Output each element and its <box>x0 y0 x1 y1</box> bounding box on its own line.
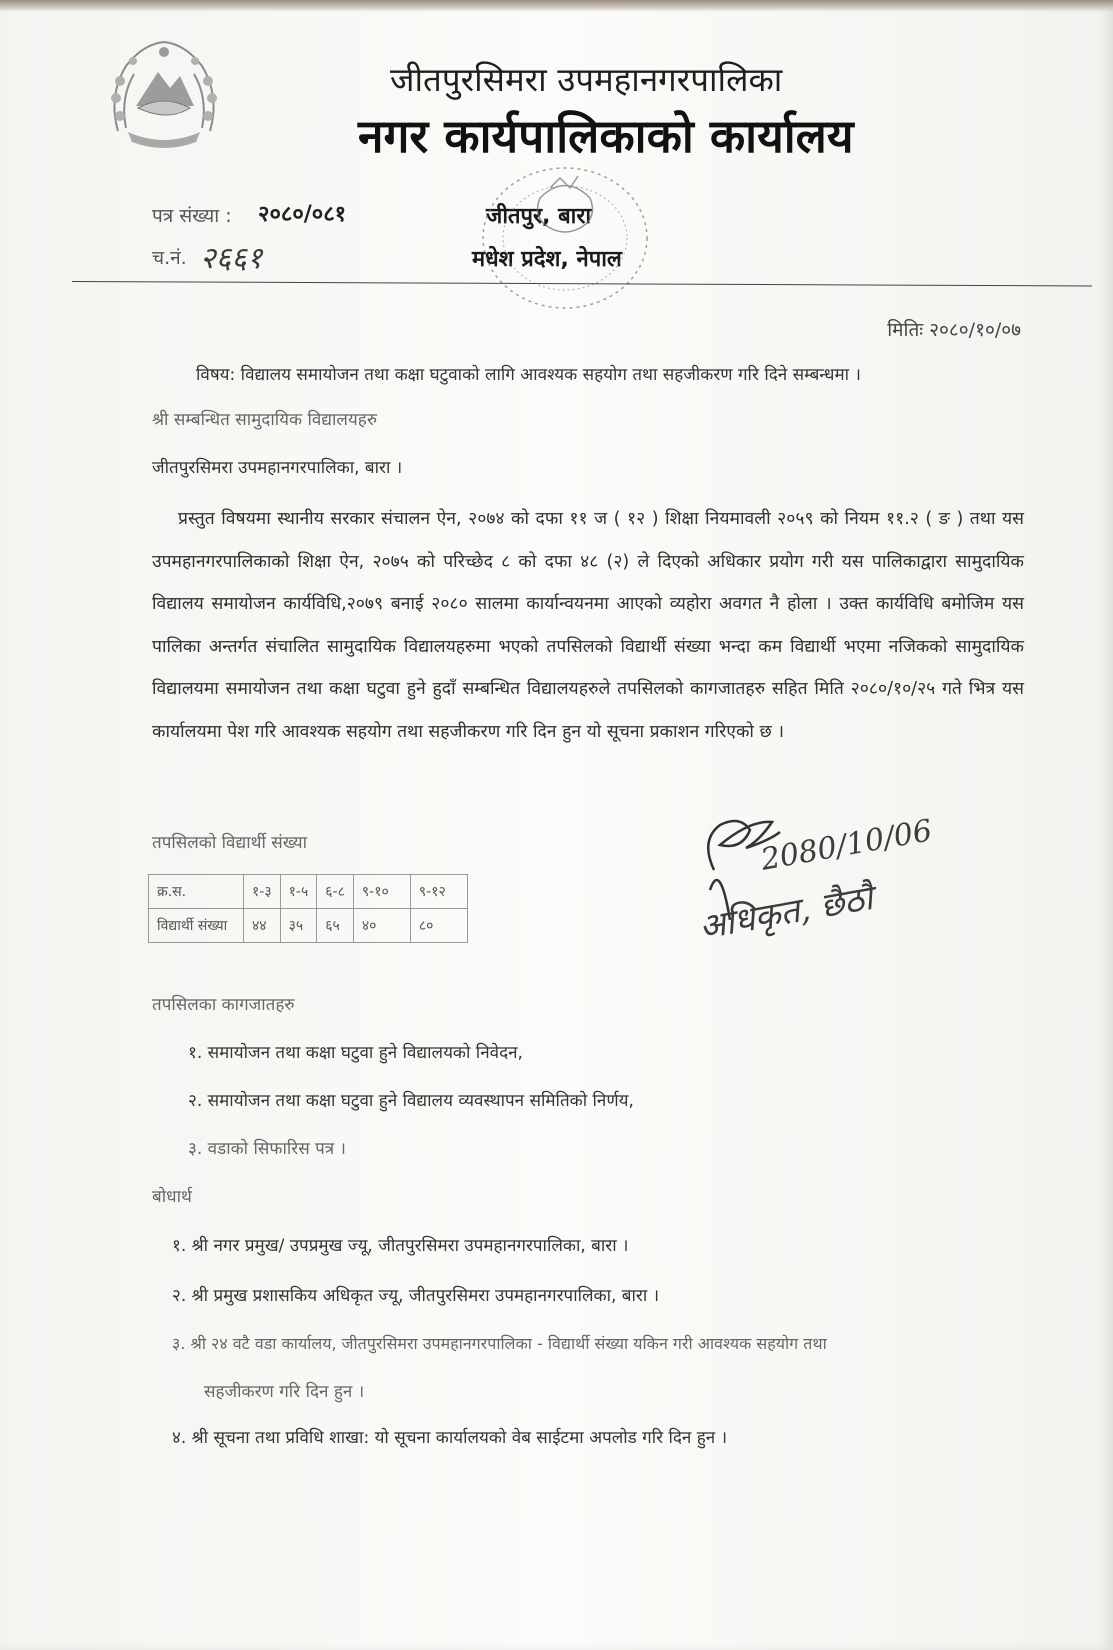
table-caption: तपसिलको विद्यार्थी संख्या <box>152 833 307 853</box>
table-cell: ३५ <box>280 909 317 943</box>
table-cell: विद्यार्थी संख्या <box>149 909 244 943</box>
list-item: २. श्री प्रमुख प्रशासकिय अधिकृत ज्यू, जीतपुरसिमरा उपमहानगरपालिका, बारा । <box>172 1286 660 1306</box>
table-row <box>149 909 468 943</box>
org-name-line2: नगर कार्यपालिकाको कार्यालय <box>358 109 854 163</box>
patra-number: २०८०/०८१ <box>258 202 347 227</box>
org-name-line1: जीतपुरसिमरा उपमहानगरपालिका <box>390 60 783 99</box>
chalani-label: च.नं. <box>152 247 187 269</box>
subject-line: विषय: विद्यालय समायोजन तथा कक्षा घटुवाको लागि आवश्यक सहयोग तथा सहजीकरण गरि दिने सम्बन्धमा । <box>196 365 861 385</box>
table-cell: ६-८ <box>317 875 354 909</box>
list-item: २. समायोजन तथा कक्षा घटुवा हुने विद्यालय व्यवस्थापन समितिको निर्णय, <box>188 1091 634 1111</box>
table-cell: ६५ <box>317 909 354 943</box>
list-item-continued: सहजीकरण गरि दिन हुन । <box>204 1382 365 1402</box>
table-cell: १-३ <box>244 875 281 909</box>
table-cell: ४० <box>353 909 410 943</box>
list-item: ३. श्री २४ वटै वडा कार्यालय, जीतपुरसिमरा उपमहानगरपालिका - विद्यार्थी संख्या यकिन गरी आवश्यक सहयोग तथा <box>172 1334 827 1353</box>
office-seal-icon <box>470 158 660 323</box>
body-paragraph <box>152 498 1024 753</box>
table-cell: ८० <box>410 909 467 943</box>
chalani-number: २६६१ <box>200 241 263 276</box>
patra-label: पत्र संख्या : <box>152 205 232 227</box>
table-cell: ४४ <box>244 909 281 943</box>
table-cell: क्र.स. <box>149 875 244 909</box>
table-header-row <box>149 875 468 909</box>
addressee-line2: जीतपुरसिमरा उपमहानगरपालिका, बारा । <box>152 458 403 478</box>
list-item: १. श्री नगर प्रमुख/ उपप्रमुख ज्यू, जीतपुरसिमरा उपमहानगरपालिका, बारा । <box>172 1236 629 1256</box>
table-cell: ९-१० <box>353 875 410 909</box>
signature-title: अधिकृत, छैठौ <box>696 878 876 948</box>
signature-date: 2080/10/06 <box>758 813 935 878</box>
address-line1: जीतपुर, बारा <box>486 204 592 229</box>
nepal-emblem-icon <box>98 36 230 156</box>
documents-heading: तपसिलका कागजातहरु <box>152 995 295 1015</box>
bodharth-heading: बोधार्थ <box>152 1187 192 1207</box>
list-item: ४. श्री सूचना तथा प्रविधि शाखा: यो सूचना कार्यालयको वेब साईटमा अपलोड गरि दिन हुन । <box>172 1428 728 1448</box>
table-cell: १-५ <box>280 875 317 909</box>
list-item: ३. वडाको सिफारिस पत्र । <box>188 1139 347 1159</box>
address-line2: मधेश प्रदेश, नेपाल <box>472 247 622 272</box>
addressee-line1: श्री सम्बन्धित सामुदायिक विद्यालयहरु <box>152 410 377 430</box>
paper-top-edge <box>0 0 1113 12</box>
letter-date: मितिः २०८०/१०/०७ <box>887 319 1021 341</box>
student-count-table <box>148 874 468 943</box>
table-cell: ९-१२ <box>410 875 467 909</box>
body-paragraph-text: प्रस्तुत विषयमा स्थानीय सरकार संचालन ऐन, २०७४ को दफा ११ ज ( १२ ) शिक्षा नियमावली २०५९ को नियम ११.२ ( ङ ) तथा यस उपमहानगरपालिकाको शिक्षा ऐन, २०७५ को परिच्छेद ८ को दफा ४८ (२) ले दिएको अधिकार प्रयोग गरी यस पालिकाद्वारा सामुदायिक विद्यालय समायोजन कार्यविधि,२०७९ बनाई २०८० सालमा कार्यान्वयनमा आएको व्यहोरा अवगत नै होला । उक्त कार्यविधि बमोजिम यस पालिका अन्तर्गत संचालित सामुदायिक विद्यालयहरुमा भएको तपसिलको विद्यार्थी संख्या भन्दा कम विद्यार्थी भएमा नजिकको सामुदायिक विद्यालयमा समायोजन तथा कक्षा घटुवा हुने हुदाँ सम्बन्धित विद्यालयहरुले तपसिलको कागजातहरु सहित मिति २०८०/१०/२५ गते भित्र यस कार्यालयमा पेश गरि आवश्यक सहयोग तथा सहजीकरण गरि दिन हुन यो सूचना प्रकाशन गरिएको छ । <box>152 509 1024 742</box>
list-item: १. समायोजन तथा कक्षा घटुवा हुने विद्यालयको निवेदन, <box>188 1043 523 1063</box>
